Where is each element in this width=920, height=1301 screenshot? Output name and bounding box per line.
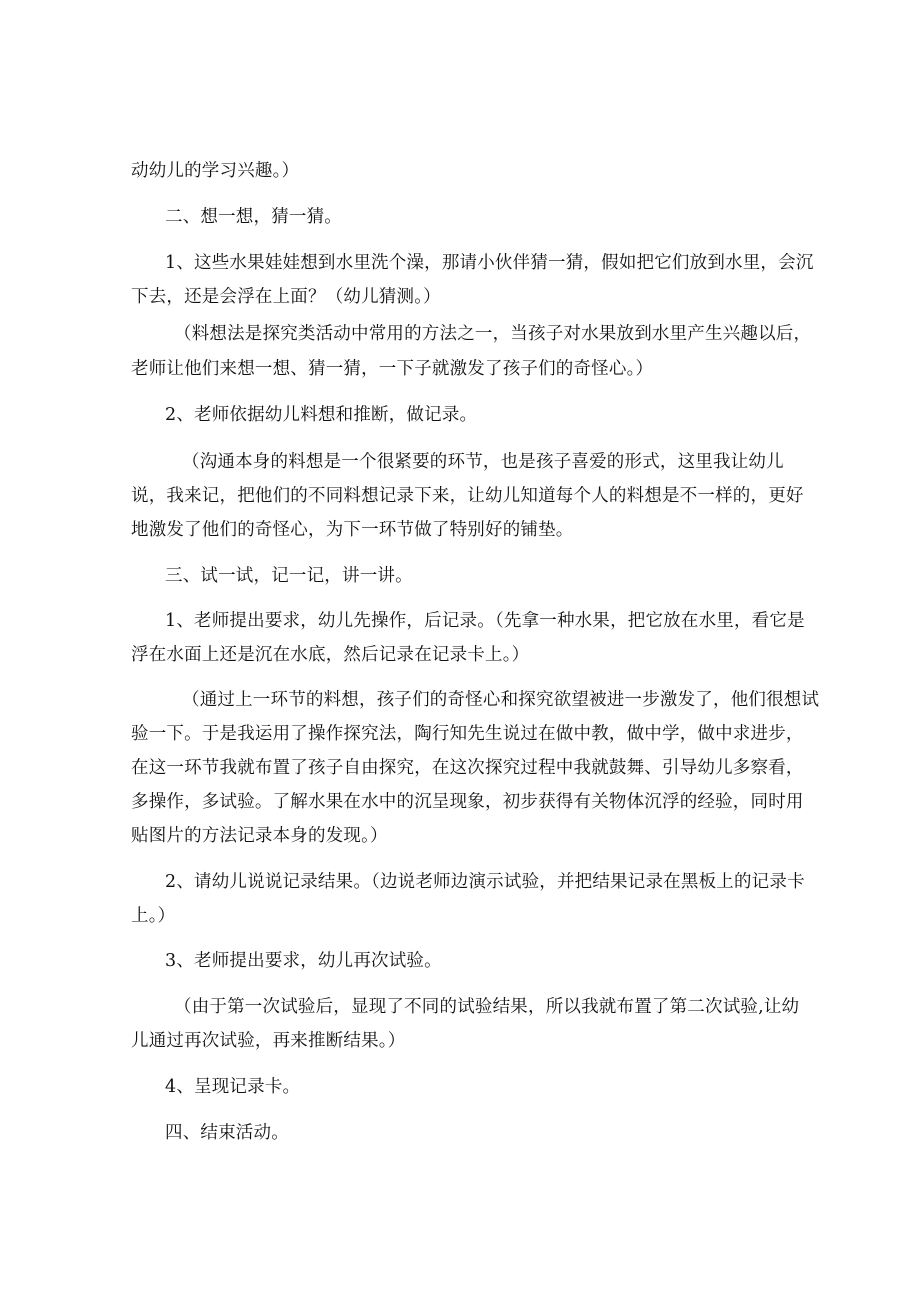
section-heading-2: 二、想一想，猜一猜。 (165, 207, 342, 227)
text-line-8: （沟通本身的料想是一个很紧要的环节，也是孩子喜爱的形式，这里我让幼儿 (182, 452, 784, 472)
text-line-4: 下去，还是会浮在上面？（幼儿猜测。） (131, 287, 441, 307)
text-line-18: 贴图片的方法记录本身的发现。） (131, 826, 388, 846)
text-line-3: 1、这些水果娃娃想到水里洗个澡，那请小伙伴猜一猜，假如把它们放到水里，会沉 (165, 253, 814, 273)
section-heading-4: 四、结束活动。 (165, 1123, 289, 1143)
text-line-7: 2、老师依据幼儿料想和推断，做记录。 (165, 405, 478, 425)
text-line-17: 多操作，多试验。了解水果在水中的沉呈现象，初步获得有关物体沉浮的经验，同时用 (131, 792, 804, 812)
text-line-14: （通过上一环节的料想，孩子们的奇怪心和探究欲望被进一步激发了，他们很想试 (182, 690, 820, 710)
text-line-12: 1、老师提出要求，幼儿先操作，后记录。（先拿一种水果，把它放在水里，看它是 (165, 611, 805, 631)
text-line-9: 说，我来记，把他们的不同料想记录下来，让幼儿知道每个人的料想是不一样的，更好 (131, 486, 804, 506)
text-line-24: 4、呈现记录卡。 (165, 1077, 301, 1097)
text-line-5: （料想法是探究类活动中常用的方法之一，当孩子对水果放到水里产生兴趣以后， (174, 324, 812, 344)
text-line-20: 上。） (131, 906, 176, 926)
section-heading-3: 三、试一试，记一记，讲一讲。 (165, 566, 413, 586)
text-line-13: 浮在水面上还是沉在水底，然后记录在记录卡上。） (131, 645, 530, 665)
text-line-19: 2、请幼儿说说记录结果。（边说老师边演示试验，并把结果记录在黑板上的记录卡 (165, 872, 805, 892)
text-line-10: 地激发了他们的奇怪心，为下一环节做了特别好的铺垫。 (131, 520, 574, 540)
text-line-15: 验一下。于是我运用了操作探究法，陶行知先生说过在做中教，做中学，做中求进步， (131, 724, 804, 744)
text-line-22: （由于第一次试验后，显现了不同的试验结果，所以我就布置了第二次试验,让幼 (174, 997, 800, 1017)
text-line-1: 动幼儿的学习兴趣。） (131, 161, 300, 181)
text-line-23: 儿通过再次试验，再来推断结果。） (131, 1031, 406, 1051)
text-line-21: 3、老师提出要求，幼儿再次试验。 (165, 951, 442, 971)
text-line-6: 老师让他们来想一想、猜一猜，一下子就激发了孩子们的奇怪心。） (131, 359, 654, 379)
text-line-16: 在这一环节我就布置了孩子自由探究，在这次探究过程中我就鼓舞、引导幼儿多察看， (131, 758, 804, 778)
